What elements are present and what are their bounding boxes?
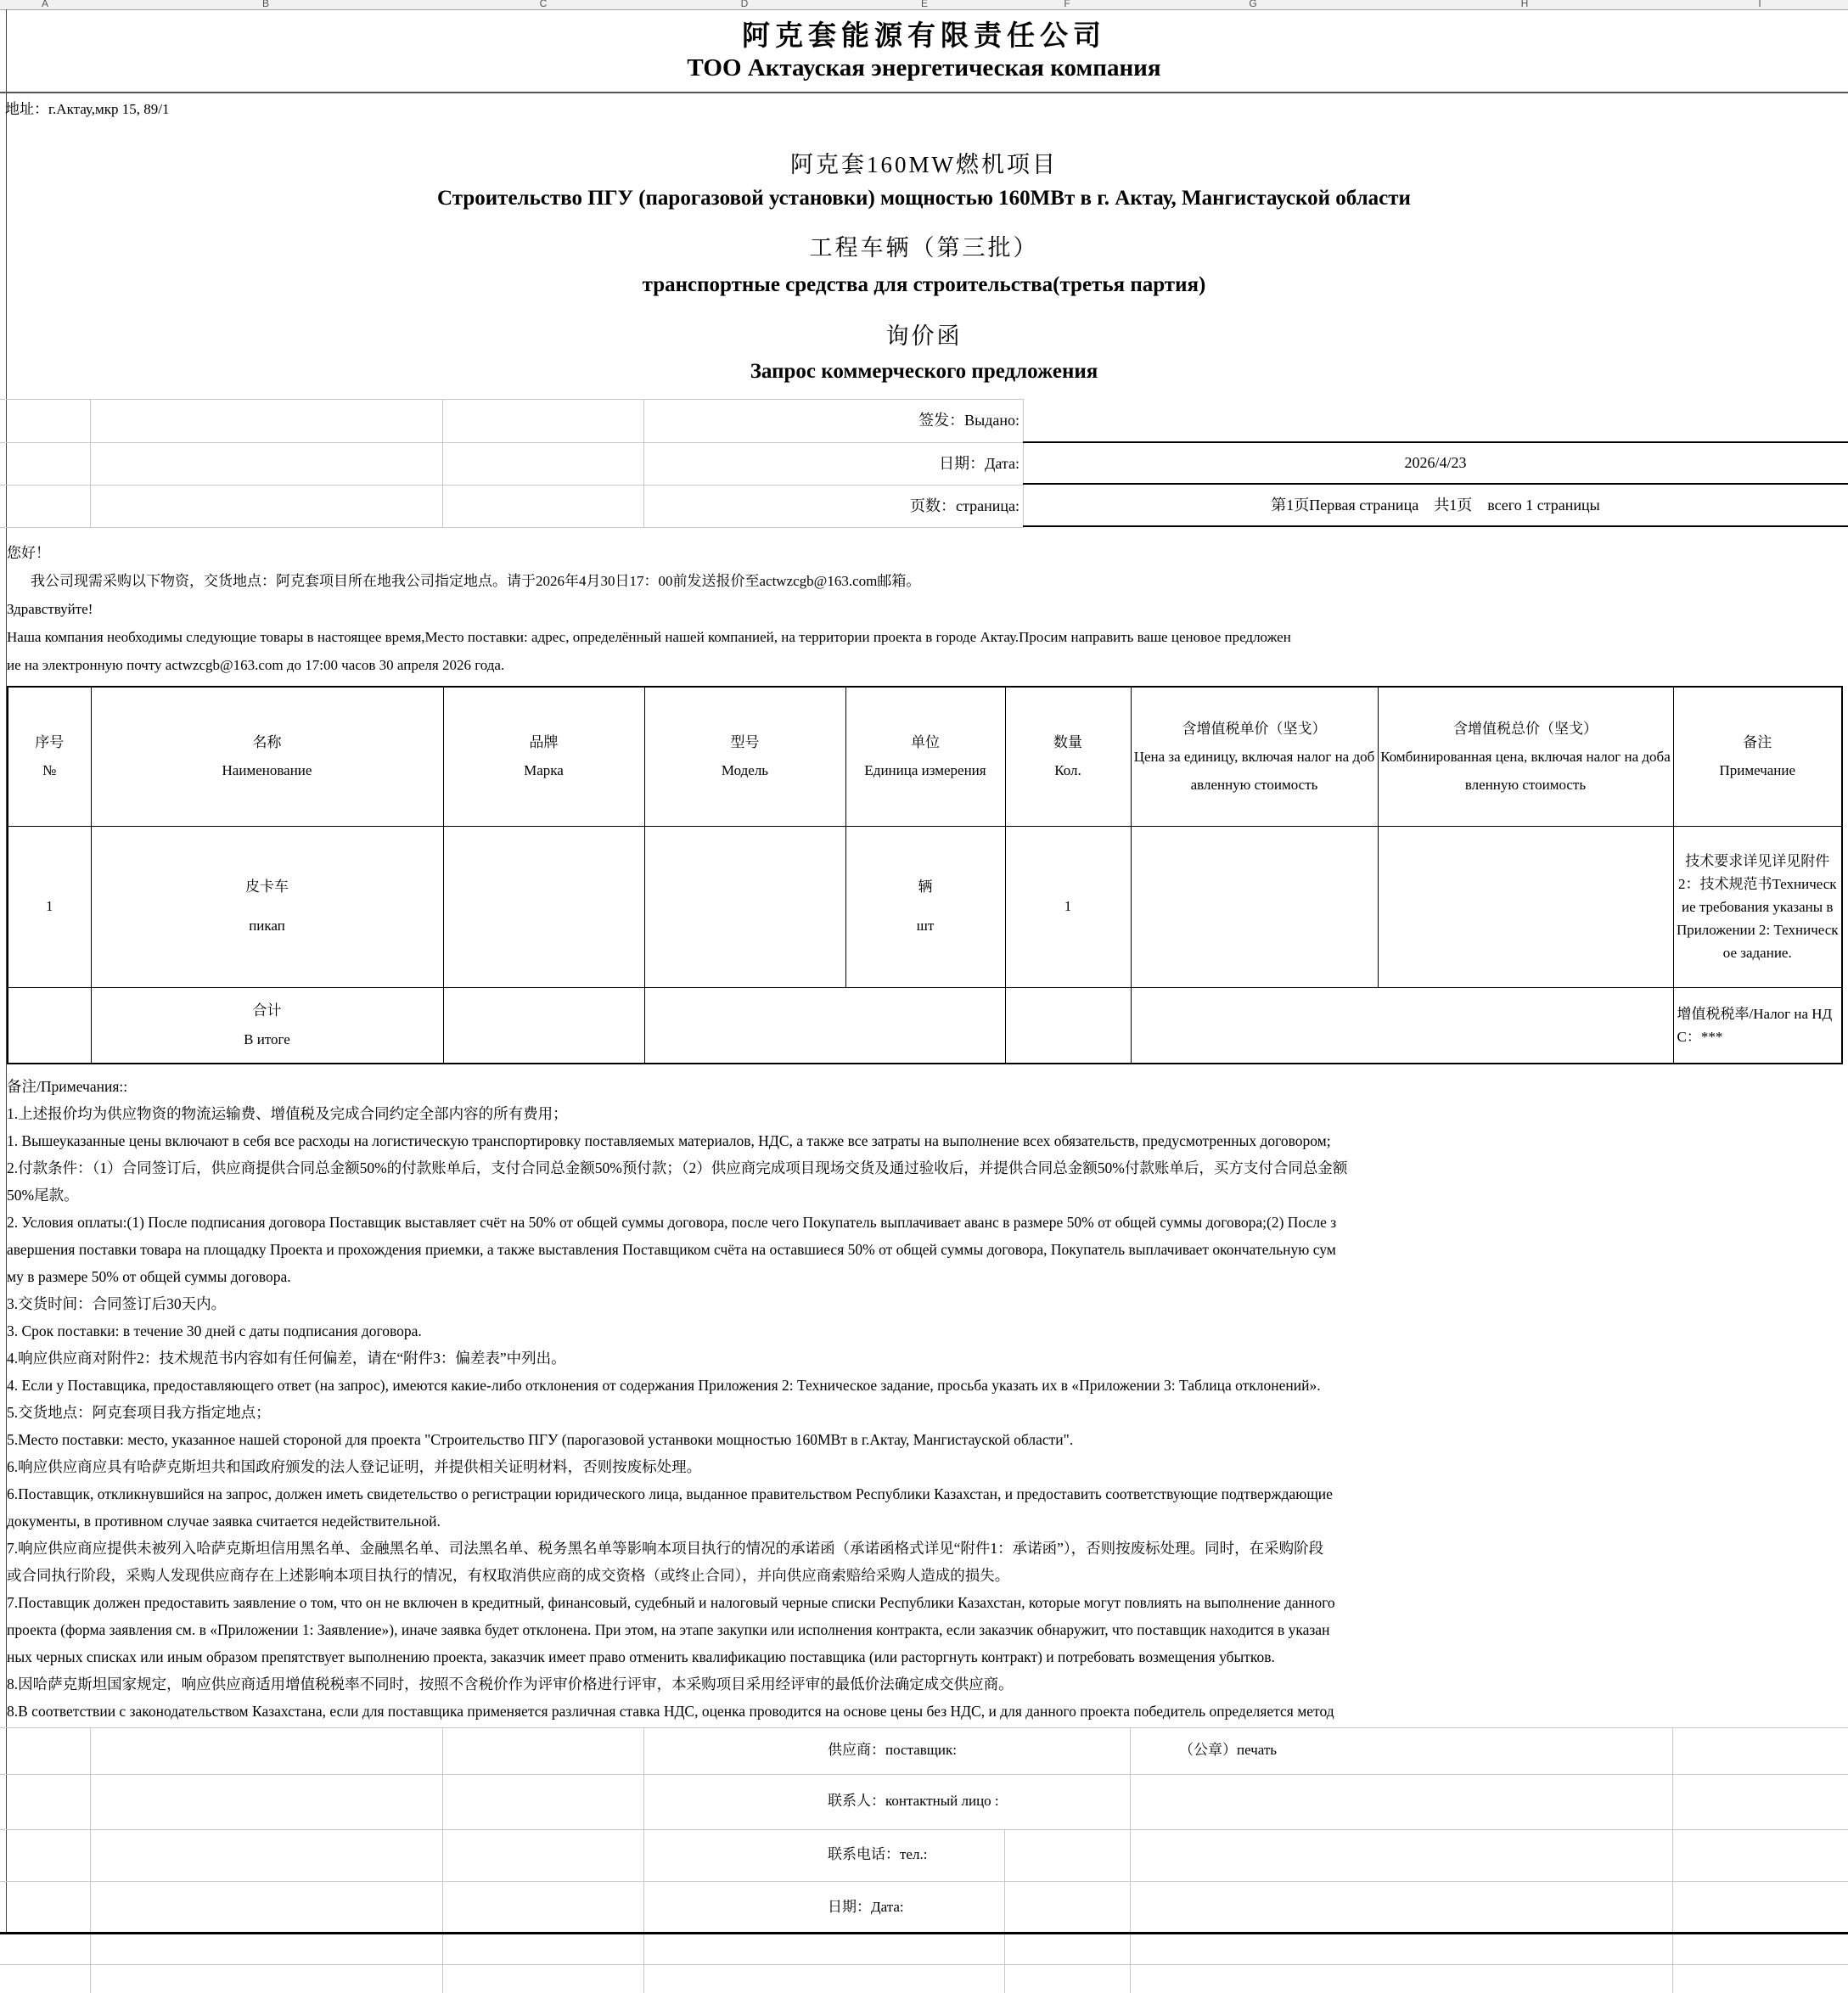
header-cell-unit <box>845 687 1005 826</box>
sheet-bottom-rule <box>0 1932 1848 1934</box>
column-letter: D <box>740 0 749 9</box>
note-line: 8.В соответствии с законодательством Казахстана, если для поставщика применяется различная ставка НДС, оценка проводится на основе цены без НДС, и для данного проекта победитель определяется метод <box>7 1703 1334 1720</box>
items-table <box>7 686 1843 1064</box>
company-name-zh: 阿克套能源有限责任公司 <box>742 21 1106 52</box>
signature-date-label: 日期：Дата: <box>828 1899 904 1915</box>
greeting-line: ие на электронную почту actwzcgb@163.com до 17:00 часов 30 апреля 2026 года. <box>7 657 505 673</box>
page-value: 第1页Первая страница 共1页 всего 1 страницы <box>1023 485 1848 527</box>
grid-line <box>1130 1727 1131 1932</box>
note-line: 4. Если у Поставщика, предоставляющего ответ (на запрос), имеются какие-либо отклонения от содержания Приложения 2: Техническое задание, просьба указать их в «Приложении 3: Таблица отклонений». <box>7 1377 1321 1394</box>
page-label: 页数：страница: <box>910 497 1019 514</box>
total-label-zh: 合计 <box>252 1002 282 1019</box>
note-line: 1. Вышеуказанные цены включают в себя все расходы на логистическую транспортировку поставляемых материалов, НДС, а также все затраты на выполнение всех обязательств, предусмотренных договором; <box>7 1132 1331 1149</box>
notes-title: 备注/Примечания:: <box>7 1078 128 1095</box>
header-cell-remark <box>1673 687 1842 826</box>
note-line: 6.响应供应商应具有哈萨克斯坦共和国政府颁发的法人登记证明，并提供相关证明材料，否则按废标处理。 <box>7 1458 702 1475</box>
item-brand <box>443 826 644 987</box>
header-cell-brand <box>443 687 644 826</box>
grid-line <box>90 1727 91 1932</box>
note-line: 3.交货时间：合同签订后30天内。 <box>7 1295 227 1312</box>
item-name <box>91 826 443 987</box>
column-letter: B <box>261 0 270 9</box>
header-ru: Наименование <box>222 762 312 779</box>
grid-line <box>0 1727 1848 1728</box>
column-letter: H <box>1520 0 1529 9</box>
column-letter: F <box>1064 0 1070 9</box>
item-name-ru: пикап <box>249 918 285 934</box>
grid-line <box>643 1934 644 1993</box>
date-label: 日期：Дата: <box>939 455 1019 472</box>
total-empty <box>1005 987 1131 1064</box>
total-row <box>8 987 1842 1064</box>
grid-line <box>442 399 443 528</box>
total-empty <box>1131 987 1673 1064</box>
grid-line <box>90 399 91 528</box>
item-no: 1 <box>8 826 91 987</box>
doc-title-zh: 询价函 <box>885 323 963 349</box>
header-zh: 型号 <box>730 734 760 751</box>
phone-label: 联系电话：тел.: <box>828 1846 928 1862</box>
note-line: 5.Место поставки: место, указанное нашей стороной для проекта "Строительство ПГУ (парогазовой устанвоки мощностью 160МВт в г.Актау, Мангистауской области". <box>7 1431 1074 1448</box>
header-cell-unit-price <box>1131 687 1378 826</box>
total-label <box>91 987 443 1064</box>
grid-line <box>643 1727 644 1932</box>
grid-line <box>0 1829 1848 1830</box>
note-line: 或合同执行阶段，采购人发现供应商存在上述影响本项目执行的情况，有权取消供应商的成交资格（或终止合同），并向供应商索赔给采购人造成的损失。 <box>7 1567 1010 1584</box>
issued-label: 签发：Выдано: <box>918 412 1019 429</box>
header-ru: Примечание <box>1719 762 1796 779</box>
header-ru: Комбинированная цена, включая налог на добавленную стоимость <box>1380 748 1671 793</box>
header-cell-total-price <box>1378 687 1673 826</box>
item-row <box>8 826 1842 987</box>
header-ru: Марка <box>524 762 564 779</box>
note-line: 3. Срок поставки: в течение 30 дней с даты подписания договора. <box>7 1322 422 1339</box>
header-zh: 含增值税单价（坚戈） <box>1182 720 1327 737</box>
grid-line <box>442 1727 443 1932</box>
vat-note: 增值税税率/Налог на НДС：*** <box>1673 987 1842 1064</box>
header-zh: 单位 <box>911 734 940 751</box>
batch-title-zh: 工程车辆（第三批） <box>809 235 1039 261</box>
item-unit-price <box>1131 826 1378 987</box>
project-title-ru: Строительство ПГУ (парогазовой установки) мощностью 160МВт в г. Актау, Мангистауской области <box>437 187 1411 210</box>
contact-label: 联系人：контактный лицо : <box>828 1793 999 1809</box>
item-total-price <box>1378 826 1673 987</box>
item-unit <box>845 826 1005 987</box>
address-line: 地址：г.Актау,мкр 15, 89/1 <box>5 101 170 117</box>
item-remark <box>1673 826 1842 987</box>
greeting-line: 您好！ <box>7 545 50 561</box>
header-divider <box>0 92 1848 93</box>
column-letter: A <box>41 0 49 9</box>
total-empty <box>644 987 1005 1064</box>
header-ru: Единица измерения <box>864 762 986 779</box>
greeting-block <box>7 528 1841 684</box>
grid-line <box>1672 1727 1673 1932</box>
item-name-zh: 皮卡车 <box>245 879 289 895</box>
total-label-ru: В итоге <box>244 1030 290 1047</box>
note-line: 5.交货地点：阿克套项目我方指定地点； <box>7 1404 271 1421</box>
header-zh: 名称 <box>252 734 282 751</box>
project-title-zh: 阿克套160MW燃机项目 <box>790 152 1058 177</box>
grid-line <box>1004 1934 1005 1993</box>
items-header-row <box>8 687 1842 826</box>
header-zh: 品牌 <box>529 734 559 751</box>
header-ru: Кол. <box>1054 762 1081 779</box>
header-zh: 数量 <box>1053 734 1082 751</box>
column-letter: I <box>1758 0 1761 9</box>
issued-value <box>1023 399 1848 443</box>
grid-line <box>1672 1934 1673 1993</box>
greeting-line: Здравствуйте! <box>7 601 93 617</box>
doc-title-ru: Запрос коммерческого предложения <box>750 360 1098 383</box>
note-line: авершения поставки товара на площадку Проекта и прохождения приемки, а также выставления Поставщиком счёта на оставшиеся 50% от общей суммы договора, Покупатель выплачивает окончательную сум <box>7 1241 1336 1258</box>
note-line: 1.上述报价均为供应物资的物流运输费、增值税及完成合同约定全部内容的所有费用； <box>7 1105 568 1122</box>
item-model <box>644 826 845 987</box>
column-header-strip <box>0 0 1848 10</box>
note-line: 7.响应供应商应提供未被列入哈萨克斯坦信用黑名单、金融黑名单、司法黑名单、税务黑名单等影响本项目执行的情况的承诺函（承诺函格式详见“附件1：承诺函”），否则按废标处理。同时，在采购阶段 <box>7 1540 1324 1557</box>
item-unit-ru: шт <box>916 918 935 934</box>
greeting-line: Наша компания необходимы следующие товары в настоящее время,Место поставки: адрес, определённый нашей компанией, на территории проекта в городе Актау.Просим направить ваше ценовое предложен <box>7 629 1291 645</box>
note-line: 4.响应供应商对附件2：技术规范书内容如有任何偏差，请在“附件3：偏差表”中列出。 <box>7 1350 566 1367</box>
column-letter: E <box>920 0 929 9</box>
grid-line <box>90 1934 91 1993</box>
note-line: 8.因哈萨克斯坦国家规定，响应供应商适用增值税税率不同时，按照不含税价作为评审价格进行评审，本采购项目采用经评审的最低价法确定成交供应商。 <box>7 1676 1014 1693</box>
item-qty: 1 <box>1005 826 1131 987</box>
column-letter: G <box>1249 0 1257 9</box>
header-cell-qty <box>1005 687 1131 826</box>
note-line: документы, в противном случае заявка считается недействительной. <box>7 1513 441 1530</box>
header-zh: 序号 <box>35 734 65 751</box>
header-cell-no <box>8 687 91 826</box>
header-ru: № <box>42 762 57 779</box>
batch-title-ru: транспортные средства для строительства(третья партия) <box>642 273 1206 296</box>
note-line: 2. Условия оплаты:(1) После подписания договора Поставщик выставляет счёт на 50% от общей суммы договора, после чего Покупатель выплачивает аванс в размере 50% от общей суммы договора;(2) После з <box>7 1214 1337 1231</box>
stamp-label: （公章）печать <box>1179 1742 1278 1758</box>
date-value: 2026/4/23 <box>1023 442 1848 485</box>
note-line: проекта (форма заявления см. в «Приложении 1: Заявление»), иначе заявка будет отклонена. При этом, на этапе закупки или исполнения контракта, если заказчик обнаружит, что поставщик находится в указан <box>7 1621 1330 1638</box>
header-ru: Цена за единицу, включая налог на добавленную стоимость <box>1133 748 1375 793</box>
grid-line <box>442 1934 443 1993</box>
grid-line <box>0 1881 1848 1882</box>
notes-section <box>7 1068 1845 1726</box>
total-empty <box>8 987 91 1064</box>
total-empty <box>443 987 644 1064</box>
column-letter: C <box>539 0 548 9</box>
note-line: 6.Поставщик, откликнувшийся на запрос, должен иметь свидетельство о регистрации юридического лица, выданное правительством Республики Казахстан, и предоставить соответствующие подтверждающие <box>7 1485 1333 1502</box>
grid-line <box>1004 1829 1005 1932</box>
company-name-ru: ТОО Актауская энергетическая компания <box>687 54 1161 81</box>
note-line: ных черных списках или иным образом препятствует выполнению проекта, заказчик имеет право отменить квалификацию поставщика (или расторгнуть контракт) и потребовать возмещения убытков. <box>7 1648 1275 1665</box>
header-ru: Модель <box>721 762 769 779</box>
note-line: 50%尾款。 <box>7 1187 79 1204</box>
supplier-label: 供应商：поставщик: <box>828 1742 957 1758</box>
header-zh: 含增值税总价（坚戈） <box>1453 720 1598 737</box>
greeting-line: 我公司现需采购以下物资，交货地点：阿克套项目所在地我公司指定地点。请于2026年4月30日17：00前发送报价至actwzcgb@163.com邮箱。 <box>31 573 921 589</box>
grid-line <box>0 1774 1848 1775</box>
header-cell-model <box>644 687 845 826</box>
grid-line <box>0 1964 1848 1965</box>
item-unit-zh: 辆 <box>918 879 933 895</box>
item-remark-ru: Технические требования указаны в Приложении 2: Техническое задание. <box>1676 875 1839 961</box>
header-cell-name <box>91 687 443 826</box>
note-line: 7.Поставщик должен предоставить заявление о том, что он не включен в кредитный, финансовый, судебный и налоговый черные списки Республики Казахстан, которые могут повлиять на выполнение данного <box>7 1594 1335 1611</box>
note-line: 2.付款条件：（1）合同签订后，供应商提供合同总金额50%的付款账单后，支付合同总金额50%预付款；（2）供应商完成项目现场交货及通过验收后，并提供合同总金额50%付款账单后，买方支付合同总金额 <box>7 1159 1348 1176</box>
header-zh: 备注 <box>1743 734 1772 751</box>
item-remark-zh: 技术要求详见详见附件2：技术规范书 <box>1677 852 1830 892</box>
note-line: му в размере 50% от общей суммы договора. <box>7 1268 291 1285</box>
grid-line <box>1130 1934 1131 1993</box>
